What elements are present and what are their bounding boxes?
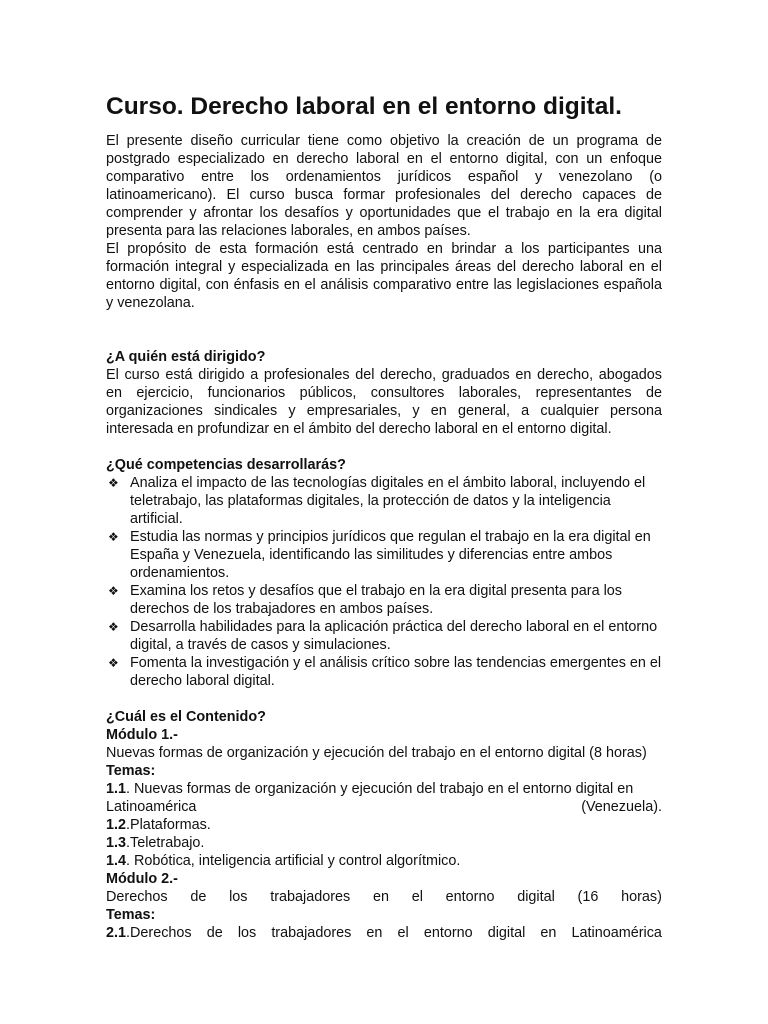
word: Latinoamérica [571, 925, 662, 941]
list-item [106, 654, 662, 690]
module-1-label: Módulo 1.- [106, 727, 178, 743]
module-1-topic-3 [106, 834, 662, 852]
module-2-topic-1 [106, 924, 662, 942]
word: los [237, 925, 257, 941]
topic-number: 1.4 [106, 853, 127, 869]
word: de [190, 889, 207, 905]
module-1-description: Nuevas formas de organización y ejecución del trabajo en el entorno digital (8 horas) [106, 745, 647, 761]
intro-paragraph-1: El presente diseño curricular tiene como objetivo la creación de un programa de postgrado especializado en derecho laboral en el entorno digital, con un enfoque comparativo entre los ordenamientos jurídicos español y venezolano (o latinoamericano). El curso busca formar profesionales del derecho capaces de comprender y afrontar los desafíos y oportunidades que el trabajo en la era digital presenta para las relaciones laborales, en ambos países. [106, 133, 662, 239]
word: los [229, 889, 248, 905]
diamond-bullet-icon: ❖ [108, 530, 119, 544]
word: el [397, 925, 409, 941]
list-item [106, 528, 662, 582]
word: .Derechos [126, 925, 192, 941]
module-2-label: Módulo 2.- [106, 871, 178, 887]
word: trabajadores [270, 889, 351, 905]
word: entorno [445, 889, 495, 905]
topic-text: (Venezuela). [581, 799, 662, 815]
word: trabajadores [271, 925, 352, 941]
topic-text: .Plataformas. [126, 817, 211, 833]
audience-heading: ¿A quién está dirigido? [106, 349, 266, 365]
diamond-bullet-icon: ❖ [108, 584, 119, 598]
word: (16 [577, 889, 599, 905]
topic-number: 2.1 [106, 925, 127, 941]
competencies-list [106, 474, 662, 690]
diamond-bullet-icon: ❖ [108, 476, 119, 490]
module-1-topic-1-continuation [106, 798, 662, 816]
topic-number: 1.3 [106, 835, 127, 851]
word: digital [517, 889, 555, 905]
module-2-topics-label: Temas: [106, 907, 156, 923]
list-item-text: Analiza el impacto de las tecnologías digitales en el ámbito laboral, incluyendo el teletrabajo, las plataformas digitales, la protección de datos y la inteligencia artificial. [130, 475, 646, 527]
word: entorno [423, 925, 473, 941]
module-2-description [106, 888, 662, 906]
intro-paragraph-2: El propósito de esta formación está centrado en brindar a los participantes una formación integral y especializada en las principales áreas del derecho laboral en el entorno digital, con énfasis en el análisis comparativo entre las legislaciones española y venezolana. [106, 241, 662, 311]
module-1-topic-1 [106, 780, 662, 798]
list-item [106, 582, 662, 618]
topic-text: . Robótica, inteligencia artificial y control algorítmico. [126, 853, 461, 869]
word: en [540, 925, 557, 941]
topic-number-and-word [106, 924, 192, 942]
topic-text: Latinoamérica [106, 799, 197, 815]
topic-text: .Teletrabajo. [126, 835, 205, 851]
module-1-topic-4 [106, 852, 662, 870]
audience-text: El curso está dirigido a profesionales del derecho, graduados en derecho, abogados en ejercicio, funcionarios públicos, consultores laborales, representantes de organizaciones sindicales y empresariales, y en general, a cualquier persona interesada en profundizar en el ámbito del derecho laboral en el entorno digital. [106, 367, 662, 437]
topic-text: . Nuevas formas de organización y ejecución del trabajo en el entorno digital en [126, 781, 634, 797]
list-item [106, 474, 662, 528]
word: en [372, 889, 389, 905]
list-item-text: Fomenta la investigación y el análisis crítico sobre las tendencias emergentes en el derecho laboral digital. [130, 655, 662, 689]
list-item-text: Desarrolla habilidades para la aplicación práctica del derecho laboral en el entorno digital, a través de casos y simulaciones. [130, 619, 658, 653]
document-page [106, 92, 662, 942]
module-1-topics-label: Temas: [106, 763, 156, 779]
list-item-text: Examina los retos y desafíos que el trabajo en la era digital presenta para los derechos de los trabajadores en ambos países. [130, 583, 622, 617]
diamond-bullet-icon: ❖ [108, 656, 119, 670]
topic-number: 1.2 [106, 817, 127, 833]
competencies-heading: ¿Qué competencias desarrollarás? [106, 457, 346, 473]
word: digital [487, 925, 526, 941]
word: de [206, 925, 223, 941]
module-1-topic-2 [106, 816, 662, 834]
word: en [366, 925, 383, 941]
diamond-bullet-icon: ❖ [108, 620, 119, 634]
list-item-text: Estudia las normas y principios jurídicos que regulan el trabajo en la era digital en España y Venezuela, identificando las similitudes y diferencias entre ambos ordenamientos. [130, 529, 651, 581]
word: horas) [621, 889, 662, 905]
topic-number: 1.1 [106, 781, 127, 797]
content-heading: ¿Cuál es el Contenido? [106, 709, 266, 725]
page-title: Curso. Derecho laboral en el entorno digital. [106, 93, 622, 120]
word: el [411, 889, 423, 905]
list-item [106, 618, 662, 654]
word: Derechos [106, 889, 168, 905]
